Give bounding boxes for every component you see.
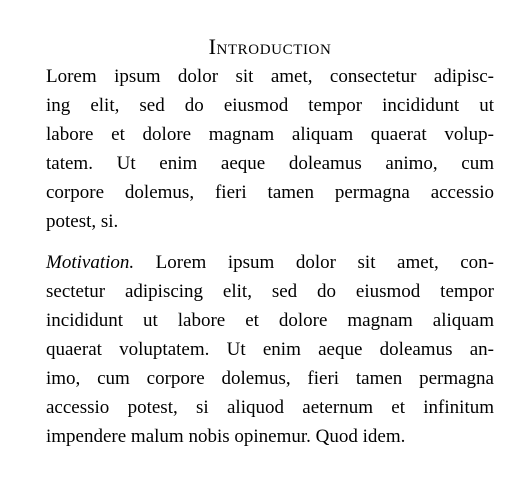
paragraph-motivation: [46, 248, 494, 451]
paragraph-intro: [46, 62, 494, 236]
paragraph-lead: Motivation.: [46, 252, 135, 273]
paragraph-line: Lorem ipsum dolor sit amet, consectetur adipisc-: [46, 66, 494, 87]
paragraph-line: incididunt ut labore et dolore magnam aliquam: [46, 310, 494, 331]
paragraph-line-rest: Lorem ipsum dolor sit amet, con-: [134, 252, 494, 273]
paragraph-line: corpore dolemus, fieri tamen permagna accessio: [46, 182, 494, 203]
document-page: [46, 34, 494, 451]
paragraph-line: impendere malum nobis opinemur. Quod idem.: [46, 426, 406, 447]
paragraph-line: quaerat voluptatem. Ut enim aeque doleamus an-: [46, 339, 494, 360]
paragraph-line: imo, cum corpore dolemus, fieri tamen permagna: [46, 368, 494, 389]
paragraph-line: labore et dolore magnam aliquam quaerat volup-: [46, 124, 494, 145]
paragraph-line: potest, si.: [46, 211, 119, 232]
paragraph-line: ing elit, sed do eiusmod tempor incididunt ut: [46, 95, 494, 116]
paragraph-line: [46, 248, 494, 277]
paragraph-line: tatem. Ut enim aeque doleamus animo, cum: [46, 153, 494, 174]
paragraph-line: accessio potest, si aliquod aeternum et infinitum: [46, 397, 494, 418]
section-heading: Introduction: [208, 34, 332, 59]
paragraph-line: sectetur adipiscing elit, sed do eiusmod tempor: [46, 281, 494, 302]
